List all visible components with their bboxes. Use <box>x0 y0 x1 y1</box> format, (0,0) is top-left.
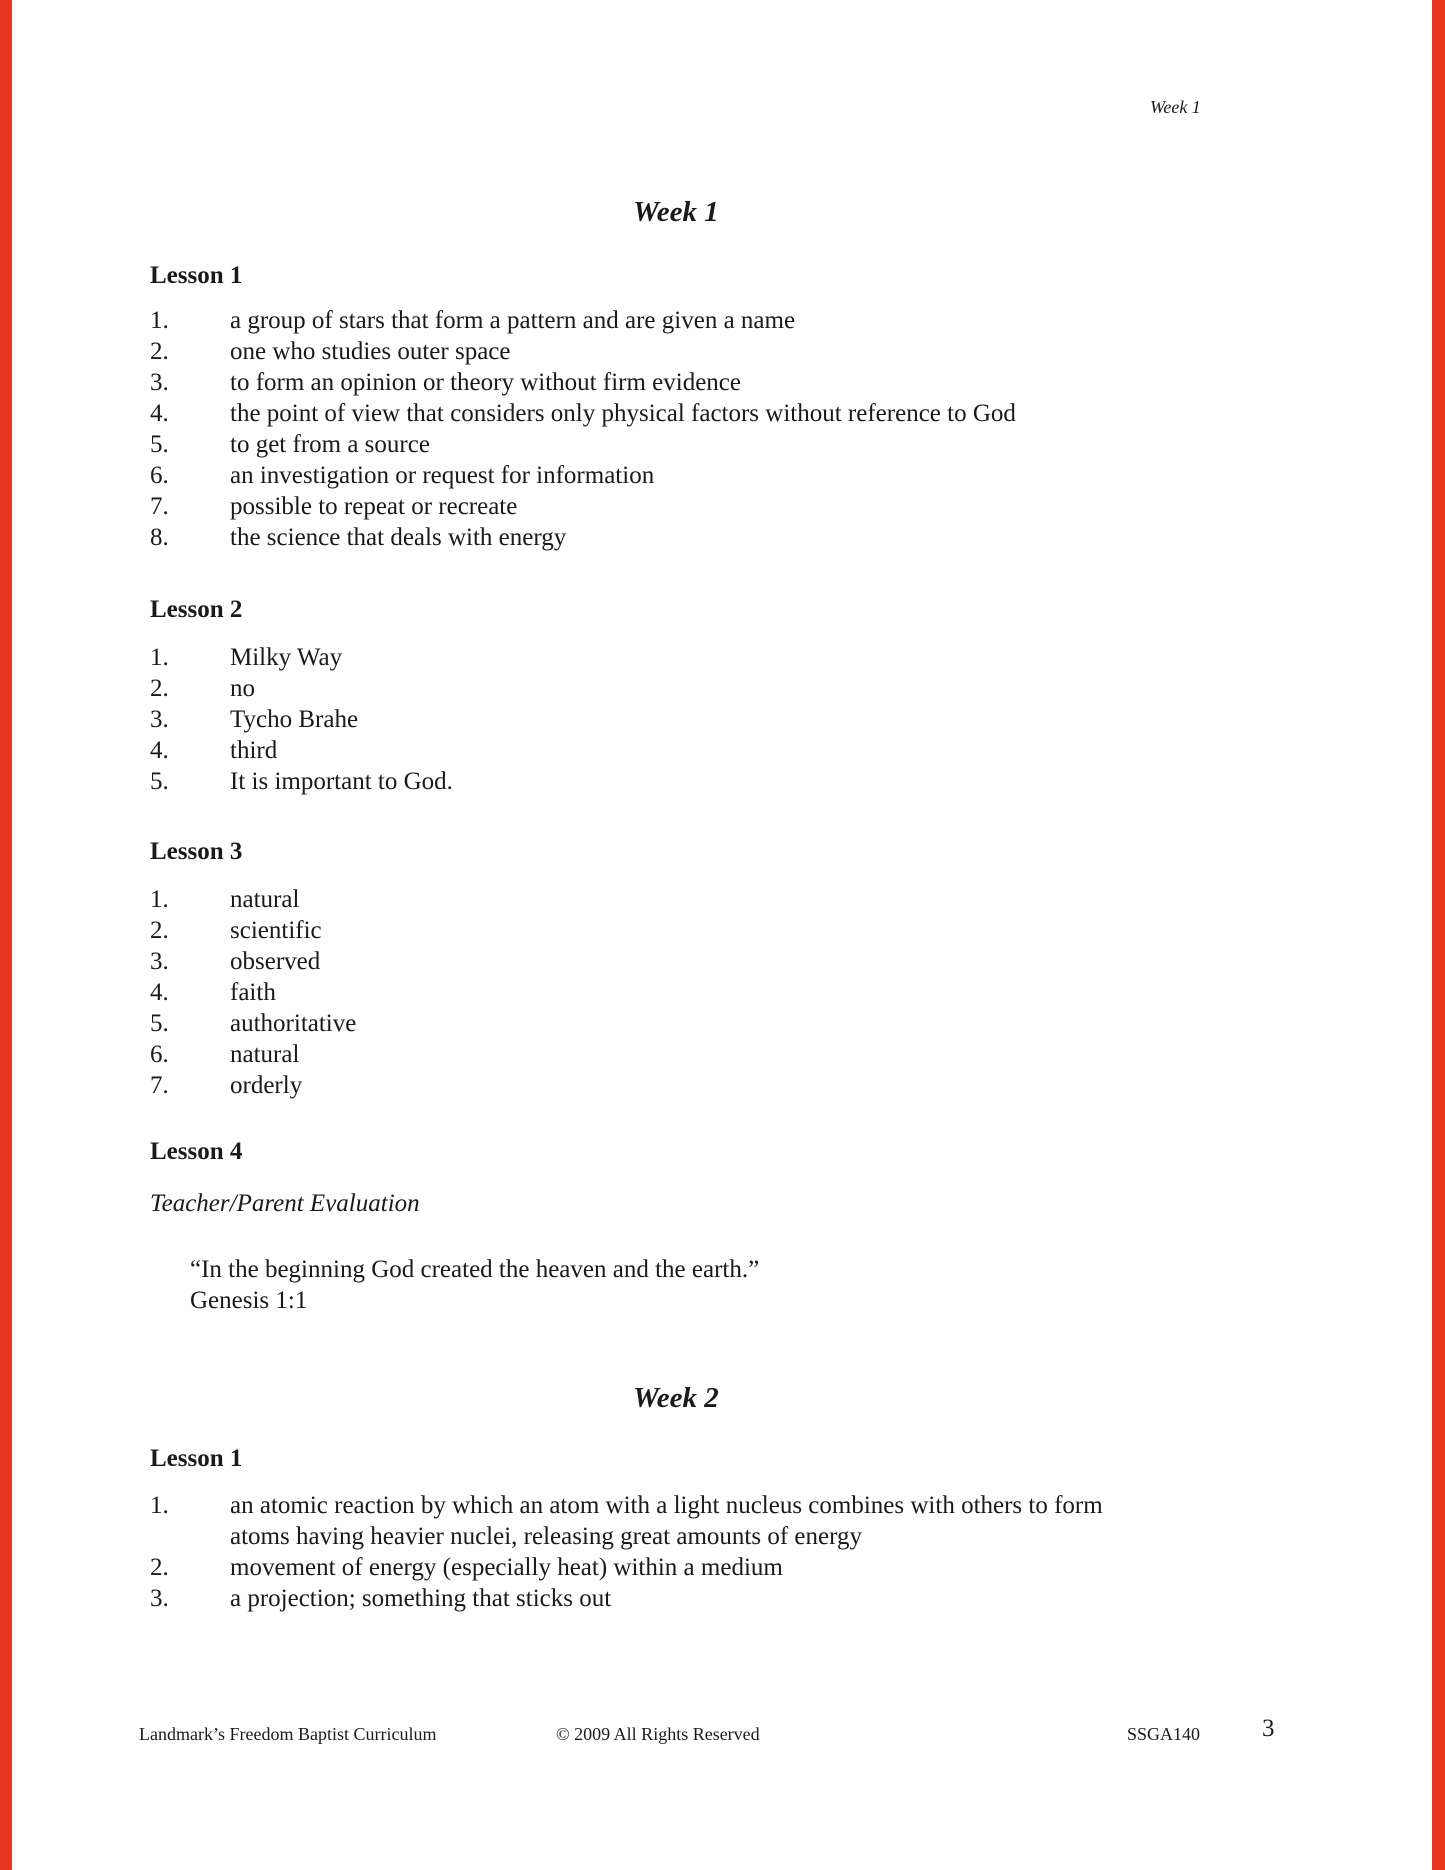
answer-number: 3. <box>150 369 169 396</box>
answer-row <box>150 915 1160 946</box>
answer-text: observed <box>230 948 321 975</box>
footer-page-number: 3 <box>1262 1715 1275 1742</box>
answer-number: 2. <box>150 917 169 944</box>
answer-text: Milky Way <box>230 644 343 671</box>
answer-row <box>150 735 1160 766</box>
answer-row <box>150 766 1160 797</box>
answer-row <box>150 398 1160 429</box>
answer-text: scientific <box>230 917 322 944</box>
answer-row <box>150 522 1160 553</box>
answer-number: 1. <box>150 307 169 334</box>
answer-text: to form an opinion or theory without firm evidence <box>230 369 741 396</box>
week-2-title: Week 2 <box>633 1382 719 1414</box>
answer-row <box>150 460 1160 491</box>
week-2-lesson-1-answer-list <box>150 1490 1160 1614</box>
answer-text: possible to repeat or recreate <box>230 493 518 520</box>
answer-row <box>150 1039 1160 1070</box>
answer-number: 2. <box>150 675 169 702</box>
answer-row <box>150 429 1160 460</box>
answer-row <box>150 884 1160 915</box>
answer-text: a group of stars that form a pattern and are given a name <box>230 307 796 334</box>
answer-text: third <box>230 737 278 764</box>
answer-number: 6. <box>150 1041 169 1068</box>
answer-number: 1. <box>150 1492 169 1519</box>
answer-row <box>150 1070 1160 1101</box>
answer-text: a projection; something that sticks out <box>230 1585 612 1612</box>
answer-row <box>150 704 1160 735</box>
scripture-quote-block <box>190 1254 759 1316</box>
answer-row <box>150 1552 1160 1583</box>
lesson-2-answer-list <box>150 642 1160 797</box>
answer-number: 6. <box>150 462 169 489</box>
red-scan-edge-right <box>1432 0 1445 1870</box>
footer-course-code: SSGA140 <box>1127 1724 1201 1744</box>
answer-text: movement of energy (especially heat) within a medium <box>230 1554 783 1581</box>
answer-number: 1. <box>150 886 169 913</box>
lesson-4-heading: Lesson 4 <box>150 1138 243 1165</box>
answer-number: 3. <box>150 948 169 975</box>
answer-number: 5. <box>150 1010 169 1037</box>
evaluation-subheading: Teacher/Parent Evaluation <box>150 1190 420 1217</box>
answer-number: 2. <box>150 338 169 365</box>
scripture-reference: Genesis 1:1 <box>190 1287 308 1314</box>
week-2-lesson-1-heading: Lesson 1 <box>150 1445 243 1472</box>
answer-row <box>150 367 1160 398</box>
lesson-1-answer-list <box>150 305 1160 553</box>
answer-number: 1. <box>150 644 169 671</box>
answer-row <box>150 1490 1160 1552</box>
answer-row <box>150 642 1160 673</box>
answer-number: 4. <box>150 737 169 764</box>
answer-number: 3. <box>150 1585 169 1612</box>
answer-number: 5. <box>150 768 169 795</box>
footer-publisher: Landmark’s Freedom Baptist Curriculum <box>139 1724 437 1744</box>
answer-text: the point of view that considers only physical factors without reference to God <box>230 400 1016 427</box>
scripture-quote: “In the beginning God created the heaven and the earth.” <box>190 1256 760 1283</box>
answer-text: It is important to God. <box>230 768 453 795</box>
answer-text: natural <box>230 886 300 913</box>
answer-row <box>150 673 1160 704</box>
answer-text: no <box>230 675 255 702</box>
answer-text: the science that deals with energy <box>230 524 567 551</box>
answer-row <box>150 1583 1160 1614</box>
answer-text: orderly <box>230 1072 303 1099</box>
answer-row <box>150 977 1160 1008</box>
lesson-1-heading: Lesson 1 <box>150 262 243 289</box>
lesson-3-heading: Lesson 3 <box>150 838 243 865</box>
lesson-3-answer-list <box>150 884 1160 1101</box>
answer-number: 8. <box>150 524 169 551</box>
answer-text: one who studies outer space <box>230 338 511 365</box>
answer-row <box>150 305 1160 336</box>
answer-text: natural <box>230 1041 300 1068</box>
answer-number: 3. <box>150 706 169 733</box>
red-scan-edge-left <box>0 0 12 1870</box>
answer-row <box>150 336 1160 367</box>
answer-text: faith <box>230 979 276 1006</box>
answer-number: 4. <box>150 979 169 1006</box>
answer-text: an investigation or request for information <box>230 462 655 489</box>
answer-number: 7. <box>150 1072 169 1099</box>
lesson-2-heading: Lesson 2 <box>150 596 243 623</box>
footer-copyright: © 2009 All Rights Reserved <box>556 1724 760 1744</box>
answer-text: authoritative <box>230 1010 357 1037</box>
answer-number: 2. <box>150 1554 169 1581</box>
week-1-title: Week 1 <box>633 196 719 228</box>
answer-row <box>150 1008 1160 1039</box>
running-header: Week 1 <box>1150 97 1201 117</box>
answer-text: an atomic reaction by which an atom with a light nucleus combines with others to form atoms having heavier nuclei, releasing great amounts of energy <box>230 1492 1103 1550</box>
answer-row <box>150 491 1160 522</box>
answer-number: 5. <box>150 431 169 458</box>
answer-text: Tycho Brahe <box>230 706 359 733</box>
answer-text: to get from a source <box>230 431 430 458</box>
answer-number: 4. <box>150 400 169 427</box>
answer-number: 7. <box>150 493 169 520</box>
answer-row <box>150 946 1160 977</box>
